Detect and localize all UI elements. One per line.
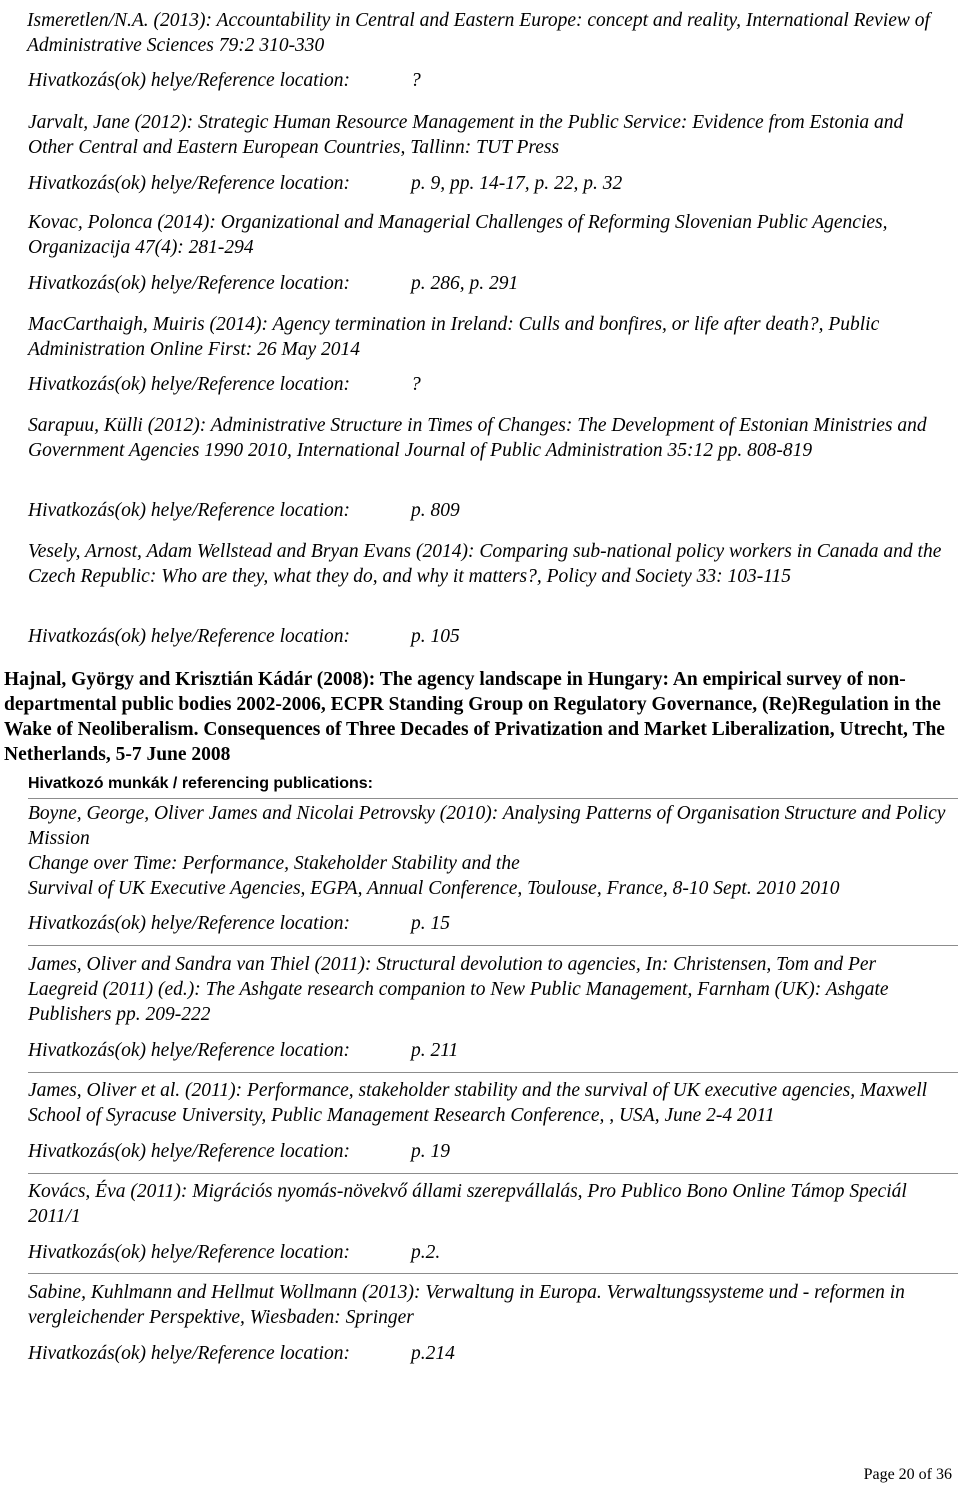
reference-location-value: p. 211 <box>411 1040 459 1061</box>
reference-location-label: Hivatkozás(ok) helye/Reference location: <box>28 1343 350 1364</box>
reference-location-label: Hivatkozás(ok) helye/Reference location: <box>28 70 350 91</box>
reference-location-row <box>28 1139 450 1164</box>
entry-separator <box>28 1173 958 1174</box>
reference-location-row <box>28 498 460 523</box>
reference-entry-title: Sarapuu, Külli (2012): Administrative Structure in Times of Changes: The Development of Estonian Ministries and Government Agencies 1990 2010, International Journal of Public Administration 35:12 pp. 808-819 <box>28 415 927 461</box>
reference-location-row <box>28 1038 458 1063</box>
reference-location-row <box>28 911 450 936</box>
reference-location-value: ? <box>411 374 421 395</box>
reference-location-row <box>28 1240 440 1265</box>
reference-location-label: Hivatkozás(ok) helye/Reference location: <box>28 374 350 395</box>
reference-location-label: Hivatkozás(ok) helye/Reference location: <box>28 1141 350 1162</box>
reference-entry-title: Sabine, Kuhlmann and Hellmut Wollmann (2013): Verwaltung in Europa. Verwaltungssysteme und - reformen in vergleichender Perspektive, Wiesbaden: Springer <box>28 1282 905 1328</box>
reference-location-label: Hivatkozás(ok) helye/Reference location: <box>28 1040 350 1061</box>
reference-entry-title: Jarvalt, Jane (2012): Strategic Human Resource Management in the Public Service: Evidence from Estonia and Other Central and Eastern European Countries, Tallinn: TUT Press <box>28 112 904 158</box>
reference-location-label: Hivatkozás(ok) helye/Reference location: <box>28 626 350 647</box>
reference-location-value: p. 286, p. 291 <box>411 273 519 294</box>
reference-location-row <box>28 624 460 649</box>
reference-location-value: p. 809 <box>411 500 460 521</box>
reference-location-row <box>28 68 421 93</box>
reference-location-row <box>28 171 622 196</box>
reference-location-value: ? <box>411 70 421 91</box>
reference-location-label: Hivatkozás(ok) helye/Reference location: <box>28 173 350 194</box>
reference-entry-title: Ismeretlen/N.A. (2013): Accountability in Central and Eastern Europe: concept and reality, International Review of Administrative Sciences 79:2 310-330 <box>27 10 930 56</box>
reference-location-row <box>28 271 518 296</box>
reference-entry-title: James, Oliver et al. (2011): Performance, stakeholder stability and the survival of UK executive agencies, Maxwell School of Syracuse University, Public Management Research Conference, , USA, June 2-4 2011 <box>28 1080 928 1126</box>
reference-entry-title: Vesely, Arnost, Adam Wellstead and Bryan Evans (2014): Comparing sub-national policy workers in Canada and the Czech Republic: Who are they, what they do, and why it matters?, Policy and Society 33: 103-115 <box>28 541 942 587</box>
reference-location-label: Hivatkozás(ok) helye/Reference location: <box>28 273 350 294</box>
reference-entry-title-line: Survival of UK Executive Agencies, EGPA, Annual Conference, Toulouse, France, 8-10 Sept. 2010 2010 <box>28 878 840 899</box>
reference-location-value: p. 105 <box>411 626 460 647</box>
main-reference: Hajnal, György and Krisztián Kádár (2008): The agency landscape in Hungary: An empirical survey of non-departmental public bodies 2002-2006, ECPR Standing Group on Regulatory Governance, (Re)Regulation in the Wake of Neoliberalism. Consequences of Three Decades of Privatization and Market Liberalization, Utrecht, The Netherlands, 5-7 June 2008 <box>4 669 945 765</box>
reference-location-label: Hivatkozás(ok) helye/Reference location: <box>28 1242 350 1263</box>
reference-location-value: p. 9, pp. 14-17, p. 22, p. 32 <box>411 173 623 194</box>
reference-location-value: p. 19 <box>411 1141 450 1162</box>
reference-entry-title-line: Boyne, George, Oliver James and Nicolai Petrovsky (2010): Analysing Patterns of Organisation Structure and Policy Mission <box>28 803 946 849</box>
reference-entry-title-line: Change over Time: Performance, Stakeholder Stability and the <box>28 853 520 874</box>
reference-location-label: Hivatkozás(ok) helye/Reference location: <box>28 500 350 521</box>
reference-entry-title <box>28 801 948 901</box>
section-divider <box>28 798 958 799</box>
page-number: Page 20 of 36 <box>863 1466 952 1483</box>
entry-separator <box>28 1273 958 1274</box>
reference-location-row <box>28 372 421 397</box>
reference-entry-title: Kovac, Polonca (2014): Organizational and Managerial Challenges of Reforming Slovenian Public Agencies, Organizacija 47(4): 281-294 <box>28 212 888 258</box>
cited-by-heading: Hivatkozó munkák / referencing publications: <box>28 775 373 792</box>
reference-entry-title: Kovács, Éva (2011): Migrációs nyomás-növekvő állami szerepvállalás, Pro Publico Bono Online Támop Speciál 2011/1 <box>28 1181 907 1227</box>
entry-separator <box>28 1072 958 1073</box>
reference-location-label: Hivatkozás(ok) helye/Reference location: <box>28 913 350 934</box>
reference-location-value: p. 15 <box>411 913 450 934</box>
reference-entry-title: MacCarthaigh, Muiris (2014): Agency termination in Ireland: Culls and bonfires, or life after death?, Public Administration Online First: 26 May 2014 <box>28 314 880 360</box>
reference-entry-title: James, Oliver and Sandra van Thiel (2011): Structural devolution to agencies, In: Christensen, Tom and Per Laegreid (2011) (ed.): The Ashgate research companion to New Public Management, Farnham (UK): Ashgate Publishers pp. 209-222 <box>28 954 889 1025</box>
reference-location-row <box>28 1341 455 1366</box>
entry-separator <box>28 945 958 946</box>
reference-location-value: p.214 <box>411 1343 455 1364</box>
reference-location-value: p.2. <box>411 1242 441 1263</box>
